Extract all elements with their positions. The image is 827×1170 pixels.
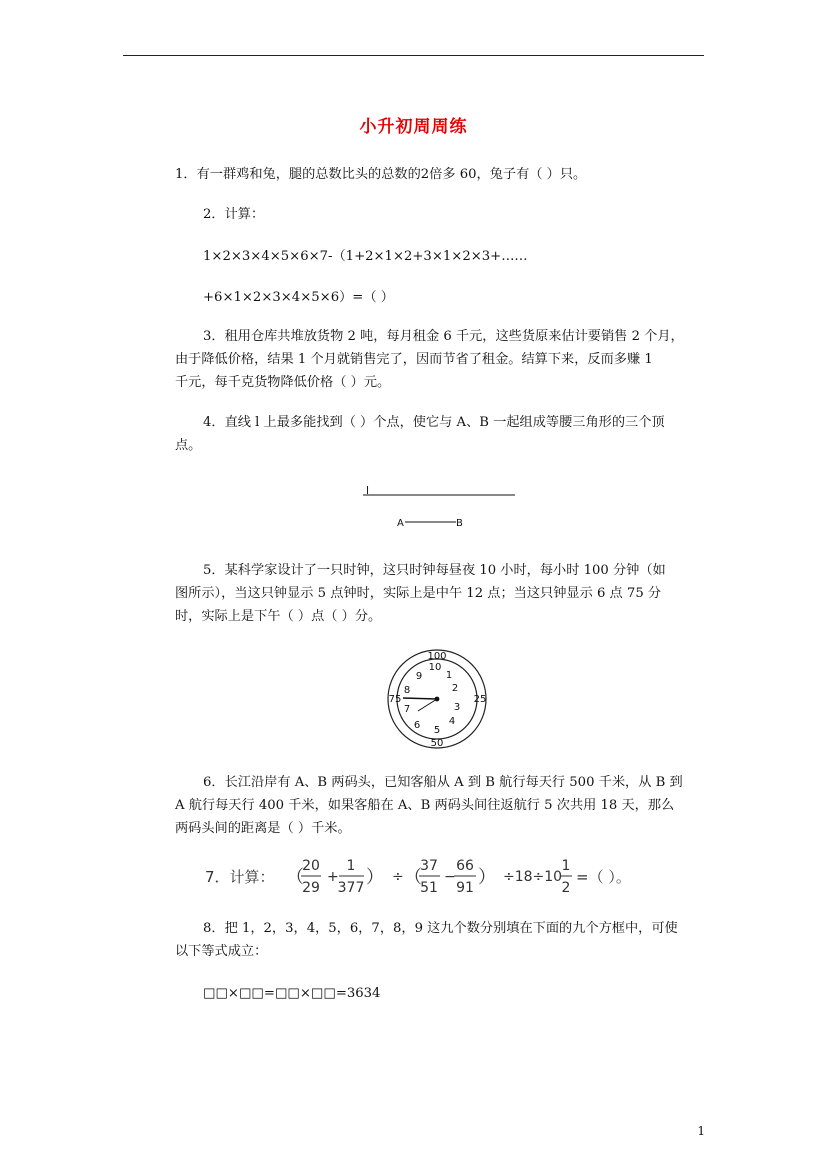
clock-mark-8: 8 — [403, 685, 411, 696]
clock-mark-1: 1 — [445, 670, 453, 681]
frac-1-num: 20 — [302, 858, 320, 874]
close-paren-2: ） — [478, 867, 496, 888]
open-paren-1: （ — [286, 867, 304, 888]
question-2-title: 2．计算： — [203, 207, 265, 222]
frac-1-den: 29 — [302, 880, 320, 896]
frac-3-num: 37 — [420, 858, 438, 874]
frac-3-den: 51 — [420, 880, 438, 896]
question-6-line-2: A 航行每天行 400 千米，如果客船在 A、B 两码头间往返航行 5 次共用 18 天，那么 — [175, 798, 675, 813]
line-l-label: l — [366, 484, 370, 497]
question-4-line-2: 点。 — [175, 438, 202, 453]
question-6-line-3: 两码头间的距离是（ ）千米。 — [175, 821, 351, 836]
clock-center — [435, 697, 440, 702]
close-paren-1: ） — [366, 867, 384, 888]
page-number: 1 — [697, 1124, 705, 1138]
clock-mark-2: 2 — [451, 683, 459, 694]
question-8-line-2: 以下等式成立： — [175, 944, 268, 959]
question-7-formula — [200, 852, 650, 902]
point-b-label: B — [456, 518, 463, 529]
question-5-line-2: 图所示），当这只钟显示 5 点钟时，实际上是中午 12 点；当这只钟显示 6 点 75 分 — [175, 586, 662, 601]
frac-2-num: 1 — [346, 858, 356, 874]
clock-figure — [385, 647, 489, 751]
question-7-end: =（ ）。 — [576, 868, 631, 886]
point-a-label: A — [397, 518, 404, 529]
frac-2-den: 377 — [337, 880, 365, 896]
line-segment-figure — [355, 480, 525, 535]
question-4-line-1: 4．直线 l 上最多能找到（ ）个点，使它与 A、B 一起组成等腰三角形的三个顶 — [203, 415, 665, 430]
question-7-prefix: 7．计算： — [205, 868, 275, 886]
question-3-line-3: 千元，每千克货物降低价格（ ）元。 — [175, 375, 391, 390]
clock-mark-4: 4 — [448, 716, 456, 727]
clock-mark-6: 6 — [413, 720, 421, 731]
question-5-line-3: 时，实际上是下午（ ）点（ ）分。 — [175, 609, 382, 624]
clock-minute-hand — [403, 698, 437, 699]
open-paren-2: （ — [404, 867, 422, 888]
clock-mark-3: 3 — [453, 702, 461, 713]
frac-4-num: 66 — [456, 858, 474, 874]
clock-mark-9: 9 — [415, 671, 423, 682]
plus-sign: + — [327, 869, 339, 885]
question-6-line-1: 6．长江沿岸有 A、B 两码头，已知客船从 A 到 B 航行每天行 500 千米，从 B 到 — [203, 775, 683, 790]
question-8-line-1: 8．把 1，2，3，4，5，6，7，8，9 这九个数分别填在下面的九个方框中，可使 — [203, 921, 678, 936]
divide-sign: ÷ — [392, 869, 404, 885]
question-7-tail: ÷18÷10 — [503, 869, 563, 885]
clock-mark-50: 50 — [430, 738, 444, 749]
clock-mark-7: 7 — [403, 704, 411, 715]
clock-mark-25: 25 — [473, 694, 487, 705]
header-rule — [123, 55, 704, 56]
question-3-line-2: 由于降低价格，结果 1 个月就销售完了，因而节省了租金。结算下来，反而多赚 1 — [175, 352, 653, 367]
clock-mark-10: 10 — [428, 662, 442, 673]
question-2-line-1: 1×2×3×4×5×6×7-（1+2×1×2+3×1×2×3+…… — [203, 249, 528, 264]
mixed-frac-den: 2 — [561, 880, 571, 896]
clock-hour-hand — [418, 699, 437, 711]
question-1: 1．有一群鸡和兔，腿的总数比头的总数的2倍多 60，兔子有（ ）只。 — [175, 167, 587, 182]
question-8-equation: □□×□□=□□×□□=3634 — [203, 986, 381, 1001]
mixed-frac-num: 1 — [561, 858, 571, 874]
frac-4-den: 91 — [456, 880, 474, 896]
question-5-line-1: 5．某科学家设计了一只时钟，这只时钟每昼夜 10 小时，每小时 100 分钟（如 — [203, 563, 666, 578]
minus-sign: − — [444, 869, 456, 885]
clock-mark-5: 5 — [433, 725, 441, 736]
clock-mark-75: 75 — [388, 694, 402, 705]
question-2-line-2: +6×1×2×3×4×5×6）=（ ） — [203, 290, 394, 305]
clock-mark-100: 100 — [427, 651, 447, 662]
question-3-line-1: 3．租用仓库共堆放货物 2 吨，每月租金 6 千元，这些货原来估计要销售 2 个月， — [203, 329, 684, 344]
page-title: 小升初周周练 — [359, 117, 468, 137]
